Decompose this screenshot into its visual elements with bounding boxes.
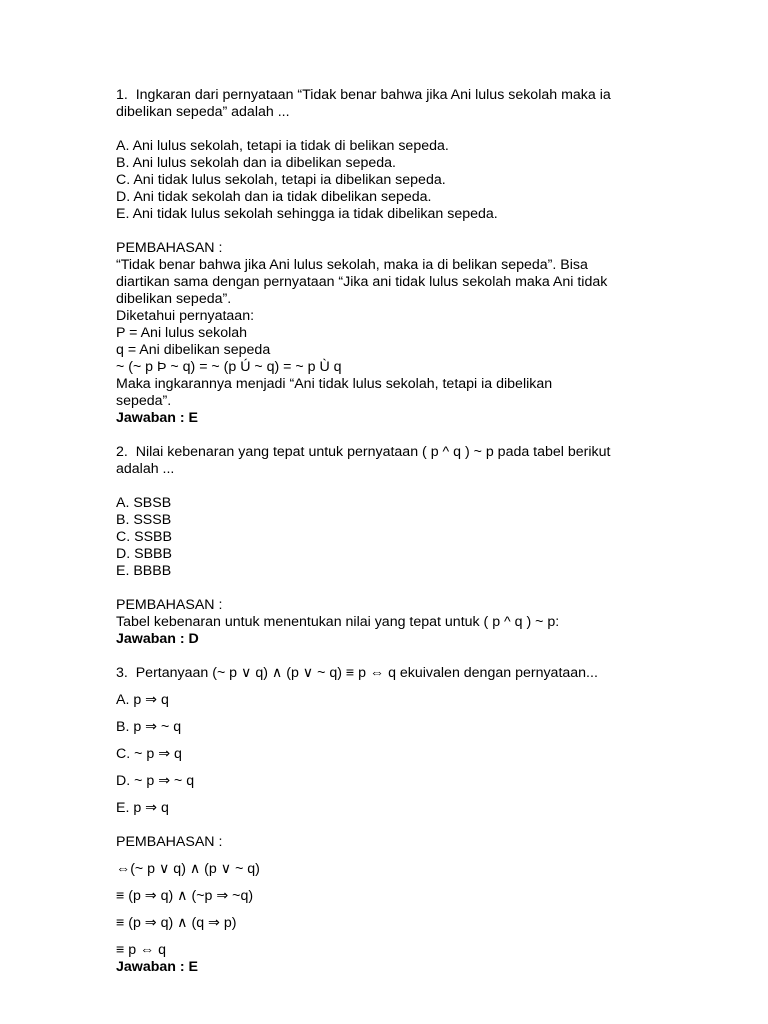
question-3-text: 3. Pertanyaan (~ p ∨ q) ∧ (p ∨ ~ q) ≡ p ⇔ q ekuivalen dengan pernyataan...	[116, 665, 598, 681]
question-2-option-e: E. BBBB	[116, 563, 172, 579]
question-3-option-a: A. p ⇒ q	[116, 692, 169, 708]
question-1-explanation-line-8: Maka ingkarannya menjadi “Ani tidak lulus sekolah, tetapi ia dibelikan	[116, 376, 553, 392]
question-1-explanation-line-3: dibelikan sepeda”.	[116, 291, 232, 307]
question-1-option-e: E. Ani tidak lulus sekolah sehingga ia tidak dibelikan sepeda.	[116, 206, 498, 222]
question-1-explanation-line-5: P = Ani lulus sekolah	[116, 325, 248, 341]
question-2-option-b: B. SSSB	[116, 512, 172, 528]
question-1-discussion-heading: PEMBAHASAN :	[116, 240, 223, 256]
question-3-option-e: E. p ⇒ q	[116, 800, 169, 816]
question-2-answer: Jawaban : D	[116, 631, 199, 647]
question-3-answer: Jawaban : E	[116, 959, 199, 975]
question-3-option-d: D. ~ p ⇒ ~ q	[116, 773, 195, 789]
question-1-explanation-line-2: diartikan sama dengan pernyataan “Jika ani tidak lulus sekolah maka Ani tidak	[116, 274, 608, 290]
question-1-explanation-line-7: ~ (~ p Þ ~ q) = ~ (p Ú ~ q) = ~ p Ù q	[116, 359, 342, 375]
question-1-text-line-1: 1. Ingkaran dari pernyataan “Tidak benar bahwa jika Ani lulus sekolah maka ia	[116, 87, 611, 103]
question-3-option-b: B. p ⇒ ~ q	[116, 719, 182, 735]
question-1-explanation-line-6: q = Ani dibelikan sepeda	[116, 342, 271, 358]
question-2-option-c: C. SSBB	[116, 529, 172, 545]
question-1-answer: Jawaban : E	[116, 410, 199, 426]
question-3-option-c: C. ~ p ⇒ q	[116, 746, 182, 762]
question-1-option-b: B. Ani lulus sekolah dan ia dibelikan sepeda.	[116, 155, 397, 171]
question-3-explanation-line-4: ≡ p ⇔ q	[116, 942, 167, 958]
question-1-option-a: A. Ani lulus sekolah, tetapi ia tidak di belikan sepeda.	[116, 138, 449, 154]
question-3-explanation-line-1: ⇔(~ p ∨ q) ∧ (p ∨ ~ q)	[116, 861, 260, 877]
question-2-explanation-line-1: Tabel kebenaran untuk menentukan nilai yang tepat untuk ( p ^ q ) ~ p:	[116, 614, 560, 630]
question-2	[116, 444, 676, 648]
question-1-option-d: D. Ani tidak sekolah dan ia tidak dibelikan sepeda.	[116, 189, 432, 205]
question-2-discussion-heading: PEMBAHASAN :	[116, 597, 223, 613]
question-1-text-line-2: dibelikan sepeda” adalah ...	[116, 104, 290, 120]
question-1-explanation-line-4: Diketahui pernyataan:	[116, 308, 255, 324]
question-2-text-line-2: adalah ...	[116, 461, 175, 477]
question-1-explanation-line-1: “Tidak benar bahwa jika Ani lulus sekolah, maka ia di belikan sepeda”. Bisa	[116, 257, 588, 273]
question-1-option-c: C. Ani tidak lulus sekolah, tetapi ia dibelikan sepeda.	[116, 172, 446, 188]
question-1-explanation-line-9: sepeda”.	[116, 393, 172, 409]
question-2-text-line-1: 2. Nilai kebenaran yang tepat untuk pernyataan ( p ^ q ) ~ p pada tabel berikut	[116, 444, 611, 460]
document-content	[116, 87, 676, 976]
question-3	[116, 665, 676, 976]
question-3-discussion-heading: PEMBAHASAN :	[116, 834, 223, 850]
question-1	[116, 87, 676, 427]
question-2-option-a: A. SBSB	[116, 495, 172, 511]
question-3-explanation-line-2: ≡ (p ⇒ q) ∧ (~p ⇒ ~q)	[116, 888, 254, 904]
question-3-explanation-line-3: ≡ (p ⇒ q) ∧ (q ⇒ p)	[116, 915, 237, 931]
question-2-option-d: D. SBBB	[116, 546, 172, 562]
